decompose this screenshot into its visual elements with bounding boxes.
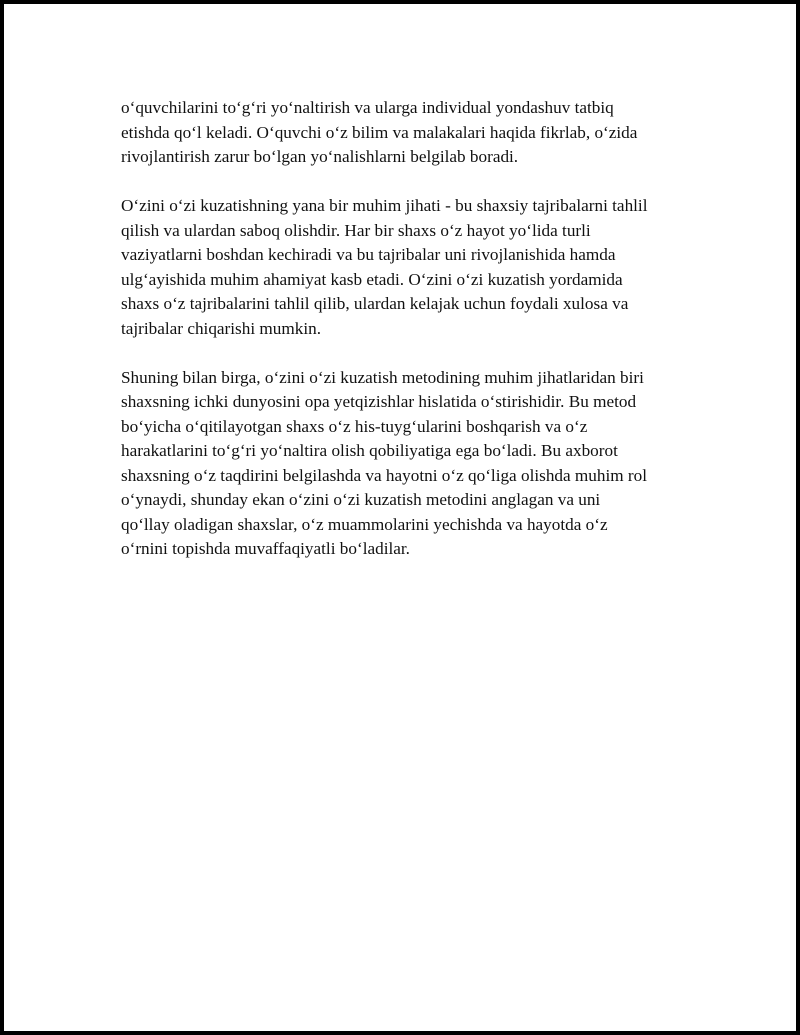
paragraph-1: [121, 96, 701, 170]
text-line: ulg‘ayishida muhim ahamiyat kasb etadi. O‘zini o‘zi kuzatish yordamida: [121, 269, 623, 289]
text-line: vaziyatlarni boshdan kechiradi va bu tajribalar uni rivojlanishida hamda: [121, 245, 616, 264]
text-line: qilish va ulardan saboq olishdir. Har bir shaxs o‘z hayot yo‘lida turli: [121, 220, 591, 240]
text-line: harakatlarini to‘g‘ri yo‘naltira olish qobiliyatiga ega bo‘ladi. Bu axborot: [121, 441, 618, 460]
paragraph-2: [121, 194, 701, 341]
text-line: O‘zini o‘zi kuzatishning yana bir muhim jihati - bu shaxsiy tajribalarni tahlil: [121, 196, 648, 215]
text-line: bo‘yicha o‘qitilayotgan shaxs o‘z his-tuyg‘ularini boshqarish va o‘z: [121, 416, 588, 436]
paragraph-3: [121, 366, 701, 562]
text-line: tajribalar chiqarishi mumkin.: [121, 318, 321, 338]
text-line: Shuning bilan birga, o‘zini o‘zi kuzatish metodining muhim jihatlaridan biri: [121, 367, 644, 387]
text-line: o‘ynaydi, shunday ekan o‘zini o‘zi kuzatish metodini anglagan va uni: [121, 490, 601, 509]
text-line: o‘quvchilarini to‘g‘ri yo‘naltirish va ularga individual yondashuv tatbiq: [121, 98, 614, 117]
text-line: shaxsning ichki dunyosini opa yetqizishlar hislatida o‘stirishidir. Bu metod: [121, 392, 637, 411]
text-line: rivojlantirish zarur bo‘lgan yo‘nalishlarni belgilab boradi.: [121, 147, 519, 166]
text-line: etishda qo‘l keladi. O‘quvchi o‘z bilim va malakalari haqida fikrlab, o‘zida: [121, 122, 638, 142]
document-body: [121, 96, 701, 586]
text-line: qo‘llay oladigan shaxslar, o‘z muammolarini yechishda va hayotda o‘z: [121, 514, 608, 534]
text-line: o‘rnini topishda muvaffaqiyatli bo‘ladilar.: [121, 539, 410, 558]
text-line: shaxsning o‘z taqdirini belgilashda va hayotni o‘z qo‘liga olishda muhim rol: [121, 465, 648, 485]
text-line: shaxs o‘z tajribalarini tahlil qilib, ulardan kelajak uchun foydali xulosa va: [121, 294, 629, 313]
